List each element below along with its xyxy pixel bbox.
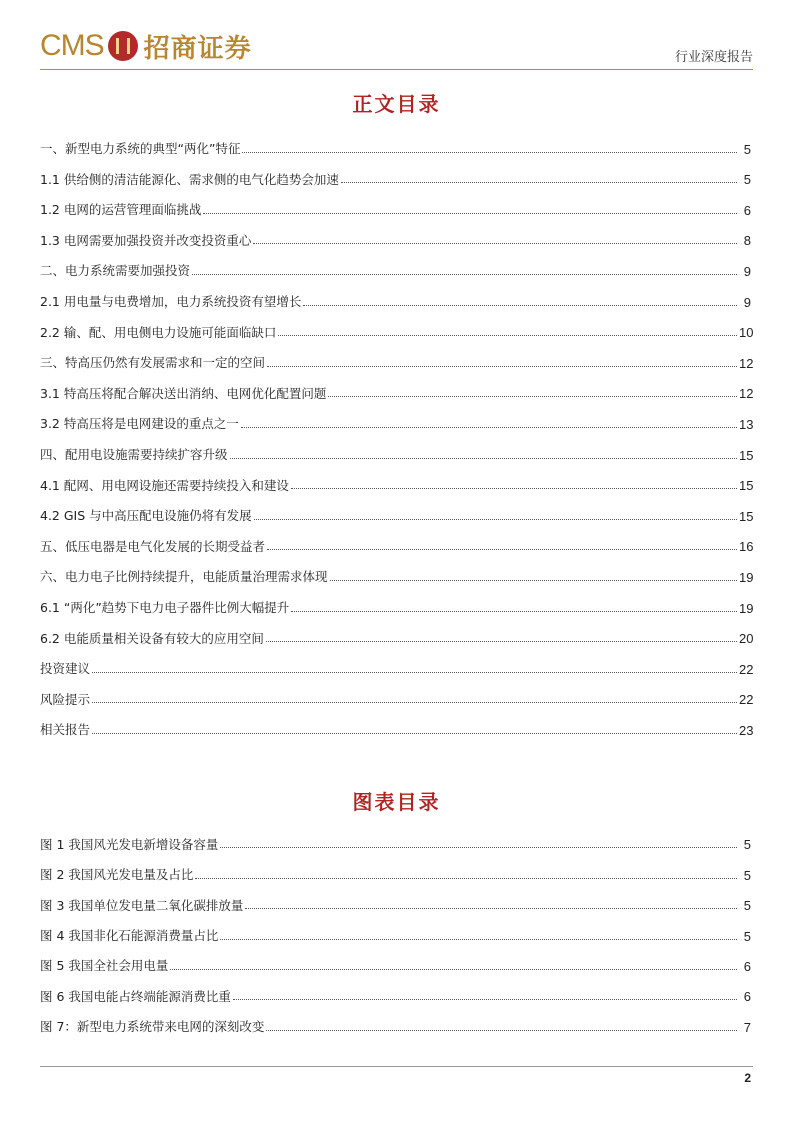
- toc-entry-label: 六、电力电子比例持续提升，电能质量治理需求体现: [40, 569, 328, 585]
- toc-entry[interactable]: [40, 342, 754, 373]
- figure-entry-page: 6: [743, 958, 751, 974]
- toc-entry-page: 12: [739, 386, 754, 402]
- dot-leader: [245, 908, 737, 909]
- toc-entry-page: 15: [739, 447, 754, 463]
- toc-entry-label: 3.1 特高压将配合解决送出消纳、电网优化配置问题: [40, 385, 327, 401]
- figure-entry[interactable]: [40, 854, 751, 884]
- toc-entry[interactable]: [40, 189, 751, 220]
- figure-entry-page: 7: [743, 1019, 751, 1035]
- cms-logo: [40, 28, 252, 64]
- figure-entry-page: 6: [743, 989, 751, 1005]
- dot-leader: [278, 335, 737, 336]
- figure-entry[interactable]: [40, 946, 751, 976]
- dot-leader: [267, 366, 737, 367]
- dot-leader: [291, 611, 737, 612]
- dot-leader: [230, 458, 737, 459]
- figure-entry-page: 5: [743, 867, 751, 883]
- toc-entry-page: 19: [739, 600, 754, 616]
- toc-entry[interactable]: [40, 281, 751, 312]
- toc-entry-page: 20: [739, 631, 754, 647]
- dot-leader: [92, 733, 737, 734]
- toc-entry[interactable]: [40, 618, 754, 649]
- figure-entry-page: 5: [743, 837, 751, 853]
- toc-entry-label: 4.2 GIS 与中高压配电设施仍将有发展: [40, 508, 252, 524]
- toc-entry-label: 6.2 电能质量相关设备有较大的应用空间: [40, 630, 264, 646]
- toc-entry-page: 15: [739, 508, 754, 524]
- figure-entry[interactable]: [40, 915, 751, 945]
- figure-entry-page: 5: [743, 898, 751, 914]
- figure-entry-label: 图 4 我国非化石能源消费量占比: [40, 928, 219, 944]
- figure-entry[interactable]: [40, 976, 751, 1006]
- dot-leader: [328, 396, 737, 397]
- dot-leader: [220, 847, 737, 848]
- figure-list-title: 图表目录: [352, 790, 441, 814]
- dot-leader: [266, 1030, 737, 1031]
- toc-entry[interactable]: [40, 434, 754, 465]
- toc-list: [40, 128, 754, 740]
- dot-leader: [241, 427, 737, 428]
- figure-entry[interactable]: [40, 1006, 751, 1036]
- figure-entry-label: 图 3 我国单位发电量二氧化碳排放量: [40, 897, 244, 913]
- toc-entry-label: 二、电力系统需要加强投资: [40, 263, 191, 279]
- toc-entry-page: 12: [739, 355, 754, 371]
- toc-entry-label: 风险提示: [40, 691, 91, 707]
- toc-entry[interactable]: [40, 679, 754, 710]
- toc-entry-label: 1.1 供给侧的清洁能源化、需求侧的电气化趋势会加速: [40, 171, 339, 187]
- toc-entry[interactable]: [40, 556, 754, 587]
- toc-entry-page: 9: [743, 263, 751, 279]
- toc-entry[interactable]: [40, 250, 751, 281]
- toc-entry-label: 投资建议: [40, 661, 91, 677]
- toc-entry-page: 5: [743, 172, 751, 188]
- footer-divider: [40, 1066, 753, 1067]
- toc-entry-page: 13: [739, 416, 754, 432]
- toc-entry-label: 相关报告: [40, 722, 91, 738]
- toc-entry-page: 9: [743, 294, 751, 310]
- toc-entry-label: 五、低压电器是电气化发展的长期受益者: [40, 538, 266, 554]
- report-type-label: 行业深度报告: [674, 50, 753, 65]
- toc-entry[interactable]: [40, 373, 754, 404]
- dot-leader: [203, 213, 737, 214]
- logo-emblem-icon: [108, 31, 138, 61]
- toc-entry-label: 一、新型电力系统的典型“两化”特征: [40, 141, 241, 157]
- toc-entry-page: 5: [743, 141, 751, 157]
- toc-entry-page: 6: [743, 202, 751, 218]
- dot-leader: [195, 878, 737, 879]
- dot-leader: [291, 488, 737, 489]
- toc-entry-page: 8: [743, 233, 751, 249]
- toc-entry-page: 19: [739, 569, 754, 585]
- dot-leader: [254, 519, 737, 520]
- toc-entry[interactable]: [40, 159, 751, 190]
- dot-leader: [266, 641, 737, 642]
- toc-entry[interactable]: [40, 495, 754, 526]
- toc-entry[interactable]: [40, 403, 754, 434]
- toc-entry-page: 10: [739, 325, 754, 341]
- dot-leader: [242, 152, 737, 153]
- toc-title: 正文目录: [352, 92, 441, 116]
- dot-leader: [92, 672, 737, 673]
- toc-entry[interactable]: [40, 312, 754, 343]
- dot-leader: [330, 580, 737, 581]
- toc-entry-label: 四、配用电设施需要持续扩容升级: [40, 447, 228, 463]
- dot-leader: [220, 939, 737, 940]
- page-header: [40, 28, 753, 68]
- dot-leader: [192, 274, 737, 275]
- dot-leader: [253, 243, 737, 244]
- toc-entry-page: 22: [739, 661, 754, 677]
- toc-entry-page: 23: [739, 722, 754, 738]
- figure-entry-label: 图 5 我国全社会用电量: [40, 958, 169, 974]
- dot-leader: [303, 305, 737, 306]
- logo-chinese-text: 招商证券: [143, 33, 252, 64]
- toc-entry-label: 4.1 配网、用电网设施还需要持续投入和建设: [40, 477, 289, 493]
- header-divider: [40, 69, 753, 70]
- dot-leader: [267, 549, 737, 550]
- toc-entry[interactable]: [40, 648, 754, 679]
- toc-entry-page: 16: [739, 539, 754, 555]
- toc-entry-label: 2.1 用电量与电费增加，电力系统投资有望增长: [40, 294, 302, 310]
- figure-list: [40, 824, 751, 1037]
- figure-entry-label: 图 6 我国电能占终端能源消费比重: [40, 988, 231, 1004]
- dot-leader: [341, 182, 737, 183]
- logo-latin-text: CMS: [40, 29, 104, 62]
- figure-entry[interactable]: [40, 885, 751, 915]
- toc-entry-label: 2.2 输、配、用电侧电力设施可能面临缺口: [40, 324, 277, 340]
- toc-entry[interactable]: [40, 709, 754, 740]
- toc-entry-page: 15: [739, 478, 754, 494]
- page-number: 2: [744, 1071, 751, 1085]
- figure-entry-label: 图 7：新型电力系统带来电网的深刻改变: [40, 1019, 265, 1035]
- toc-entry-page: 22: [739, 692, 754, 708]
- toc-entry[interactable]: [40, 128, 751, 159]
- toc-entry-label: 3.2 特高压将是电网建设的重点之一: [40, 416, 239, 432]
- toc-entry[interactable]: [40, 587, 754, 618]
- dot-leader: [170, 969, 737, 970]
- figure-entry-label: 图 2 我国风光发电量及占比: [40, 867, 194, 883]
- toc-entry-label: 三、特高压仍然有发展需求和一定的空间: [40, 355, 266, 371]
- toc-entry[interactable]: [40, 220, 751, 251]
- toc-entry[interactable]: [40, 465, 754, 496]
- figure-entry-page: 5: [743, 928, 751, 944]
- figure-entry[interactable]: [40, 824, 751, 854]
- dot-leader: [92, 702, 737, 703]
- dot-leader: [233, 999, 737, 1000]
- figure-entry-label: 图 1 我国风光发电新增设备容量: [40, 836, 219, 852]
- toc-entry-label: 1.2 电网的运营管理面临挑战: [40, 202, 202, 218]
- toc-entry-label: 1.3 电网需要加强投资并改变投资重心: [40, 232, 252, 248]
- toc-entry-label: 6.1 “两化”趋势下电力电子器件比例大幅提升: [40, 600, 290, 615]
- toc-entry[interactable]: [40, 526, 754, 557]
